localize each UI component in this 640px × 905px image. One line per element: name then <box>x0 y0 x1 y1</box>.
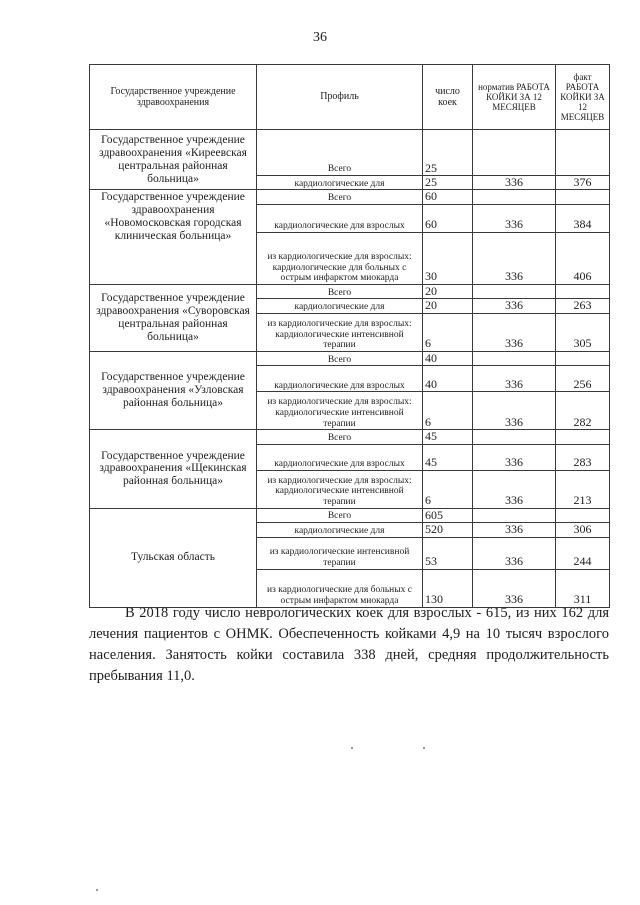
profile-cell: из кардиологические для взрослых: кардиологические интенсивной терапии <box>257 313 423 351</box>
norm-cell: 336 <box>473 204 556 232</box>
fact-cell <box>556 351 610 365</box>
norm-cell: 336 <box>473 569 556 607</box>
beds-cell: 6 <box>423 313 473 351</box>
norm-cell: 336 <box>473 392 556 430</box>
beds-cell: 6 <box>423 392 473 430</box>
fact-cell <box>556 190 610 204</box>
institution-cell: Государственное учреждение здравоохранения «Новомосковская городская клиническая больница» <box>90 190 257 284</box>
fact-cell <box>556 130 610 176</box>
header-profile: Профиль <box>257 65 423 130</box>
fact-cell <box>556 430 610 444</box>
profile-cell: из кардиологические для больных с острым инфарктом миокарда <box>257 569 423 607</box>
institution-cell: Государственное учреждение здравоохранения «Узловская районная больница» <box>90 351 257 429</box>
beds-cell: 130 <box>423 569 473 607</box>
norm-cell: 336 <box>473 176 556 190</box>
beds-cell: 6 <box>423 470 473 508</box>
profile-cell: Всего <box>257 284 423 298</box>
profile-cell: кардиологические для <box>257 523 423 537</box>
profile-cell: Всего <box>257 190 423 204</box>
norm-cell: 336 <box>473 444 556 470</box>
header-norm: норматив РАБОТА КОЙКИ ЗА 12 МЕСЯЦЕВ <box>473 65 556 130</box>
fact-cell: 376 <box>556 176 610 190</box>
beds-cell: 520 <box>423 523 473 537</box>
scan-speck <box>423 747 425 749</box>
table-row <box>90 351 610 365</box>
beds-cell: 20 <box>423 284 473 298</box>
beds-cell: 25 <box>423 176 473 190</box>
header-fact: факт РАБОТА КОЙКИ ЗА 12 МЕСЯЦЕВ <box>556 65 610 130</box>
norm-cell: 336 <box>473 299 556 313</box>
beds-cell: 40 <box>423 366 473 392</box>
beds-cell: 40 <box>423 351 473 365</box>
profile-cell: кардиологические для взрослых <box>257 366 423 392</box>
institution-cell: Государственное учреждение здравоохранения «Киреевская центральная районная больница» <box>90 130 257 190</box>
fact-cell <box>556 284 610 298</box>
institution-cell: Государственное учреждение здравоохранения «Суворовская центральная районная больница» <box>90 284 257 351</box>
beds-cell: 25 <box>423 130 473 176</box>
profile-cell: из кардиологические для взрослых: кардиологические для больных с острым инфарктом миокарда <box>257 232 423 284</box>
norm-cell: 336 <box>473 537 556 569</box>
profile-cell: Всего <box>257 508 423 522</box>
fact-cell <box>556 508 610 522</box>
profile-cell: из кардиологические интенсивной терапии <box>257 537 423 569</box>
institution-cell: Тульская область <box>90 508 257 607</box>
norm-cell: 336 <box>473 523 556 537</box>
profile-cell: кардиологические для <box>257 299 423 313</box>
profile-cell: Всего <box>257 351 423 365</box>
fact-cell: 311 <box>556 569 610 607</box>
paragraph-text: В 2018 году число неврологических коек для взрослых - 615, из них 162 для лечения пациентов с ОНМК. Обеспеченность койками 4,9 на 10 тысяч взрослого населения. Занятость койки составила 338 дней, средняя продолжительность пребывания 11,0. <box>89 605 609 684</box>
beds-cell: 605 <box>423 508 473 522</box>
scan-speck <box>351 747 353 749</box>
norm-cell: 336 <box>473 470 556 508</box>
profile-cell: кардиологические для <box>257 176 423 190</box>
profile-cell: Всего <box>257 430 423 444</box>
page-number: 36 <box>313 30 327 45</box>
table-header-row <box>90 65 610 130</box>
profile-cell: из кардиологические для взрослых: кардиологические интенсивной терапии <box>257 392 423 430</box>
table-row <box>90 430 610 444</box>
table-row <box>90 508 610 522</box>
fact-cell: 283 <box>556 444 610 470</box>
norm-cell <box>473 430 556 444</box>
beds-cell: 45 <box>423 444 473 470</box>
fact-cell: 305 <box>556 313 610 351</box>
norm-cell <box>473 351 556 365</box>
fact-cell: 263 <box>556 299 610 313</box>
fact-cell: 256 <box>556 366 610 392</box>
norm-cell <box>473 130 556 176</box>
profile-cell: кардиологические для взрослых <box>257 204 423 232</box>
norm-cell <box>473 190 556 204</box>
beds-cell: 20 <box>423 299 473 313</box>
fact-cell: 384 <box>556 204 610 232</box>
norm-cell <box>473 508 556 522</box>
norm-cell: 336 <box>473 313 556 351</box>
fact-cell: 244 <box>556 537 610 569</box>
beds-cell: 60 <box>423 190 473 204</box>
bed-capacity-table <box>89 64 610 608</box>
fact-cell: 406 <box>556 232 610 284</box>
fact-cell: 213 <box>556 470 610 508</box>
header-institution: Государственное учреждение здравоохранения <box>90 65 257 130</box>
scan-speck <box>96 889 98 891</box>
table-row <box>90 190 610 204</box>
norm-cell <box>473 284 556 298</box>
beds-cell: 53 <box>423 537 473 569</box>
fact-cell: 306 <box>556 523 610 537</box>
table-row <box>90 130 610 176</box>
institution-cell: Государственное учреждение здравоохранения «Щекинская районная больница» <box>90 430 257 508</box>
table-row <box>90 284 610 298</box>
profile-cell: из кардиологические для взрослых: кардиологические интенсивной терапии <box>257 470 423 508</box>
header-beds: число коек <box>423 65 473 130</box>
profile-cell: кардиологические для взрослых <box>257 444 423 470</box>
profile-cell: Всего <box>257 130 423 176</box>
beds-cell: 45 <box>423 430 473 444</box>
beds-cell: 30 <box>423 232 473 284</box>
norm-cell: 336 <box>473 232 556 284</box>
norm-cell: 336 <box>473 366 556 392</box>
beds-cell: 60 <box>423 204 473 232</box>
body-paragraph <box>89 603 609 687</box>
fact-cell: 282 <box>556 392 610 430</box>
